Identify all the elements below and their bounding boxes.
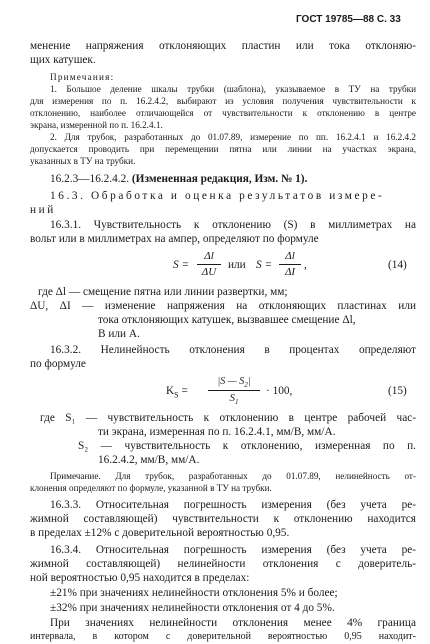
note-line: экрана, измеренной по п. 16.2.4.1. bbox=[30, 120, 163, 130]
fraction-bar bbox=[197, 264, 221, 265]
text-line: ной вероятностью 0,95 находится в пределах: bbox=[30, 572, 250, 584]
text-line: 16.3.4. Относительная погрешность измерения (без учета ре- bbox=[50, 544, 416, 556]
text-line: 16.2.4.2, мм/В, мм/А. bbox=[98, 454, 200, 466]
note-line: для измерения по п. 16.2.4.2, выбирают из условия получения чувствительности к bbox=[30, 96, 416, 106]
edit-range: 16.2.3—16.2.4.2. bbox=[50, 173, 130, 185]
note-line: указанных в ТУ на трубки. bbox=[30, 156, 136, 166]
fraction-numerator: Δl bbox=[204, 250, 214, 262]
formula-lhs2: S = bbox=[256, 259, 273, 271]
fraction-bar bbox=[279, 264, 301, 265]
text-line: тока отклоняющих катушек, вызвавшее смещение Δl, bbox=[98, 314, 356, 326]
text-line: 16.3.3. Относительная погрешность измерения (без учета ре- bbox=[50, 499, 416, 511]
edit-note bbox=[50, 174, 307, 185]
fraction-denominator: $S_1$ bbox=[229, 392, 239, 407]
formula-lhs: $K_S$ = bbox=[166, 385, 188, 400]
text-line: в пределах ±12% с доверительной вероятностью 0,95. bbox=[30, 527, 290, 539]
text-line: При значениях нелинейности отклонения менее 4% граница bbox=[50, 617, 416, 629]
text-line: S₂ — чувствительность к отклонению, измеренная по п. bbox=[78, 440, 416, 452]
notes-heading: Примечания: bbox=[50, 72, 115, 82]
note-line: Примечание. Для трубок, разработанных до 01.07.89, нелинейность от- bbox=[50, 471, 416, 481]
note-line: 1. Большое деление шкалы трубки (шаблона), указываемое в ТУ на трубки bbox=[50, 84, 416, 94]
text-line: интервала, в котором с доверительной вероятностью 0,95 находит- bbox=[30, 631, 416, 642]
note-line: клонения определяют по формуле, указанной в ТУ на трубки. bbox=[30, 483, 272, 493]
section-heading: 16.3. Обработка и оценка результатов измере- bbox=[50, 190, 385, 202]
fraction-denominator: ΔI bbox=[284, 266, 296, 278]
text-line: щих катушек. bbox=[30, 54, 96, 66]
note-line: допускается проводить при перемещении пятна или линии на участках экрана, bbox=[30, 144, 416, 154]
note-line: 2. Для трубок, разработанных до 01.07.89, измерение по пп. 16.2.4.1 и 16.2.4.2 bbox=[50, 132, 416, 142]
text-line: где Δl — смещение пятна или линии развертки, мм; bbox=[38, 286, 288, 298]
fraction-numerator: Δl bbox=[285, 250, 295, 262]
text-line: ±32% при значениях нелинейности отклонения от 4 до 5%. bbox=[50, 602, 335, 614]
text-line: ±21% при значениях нелинейности отклонения 5% и более; bbox=[50, 587, 338, 599]
fraction-denominator: ΔU bbox=[201, 266, 217, 278]
text-line: жимной составляющей) чувствительности к отклонению находится bbox=[30, 513, 416, 525]
text-line: по формуле bbox=[30, 358, 86, 370]
page-header: ГОСТ 19785—88 С. 33 bbox=[296, 14, 401, 25]
text-line: жимной составляющей) нелинейности отклонения с доверитель- bbox=[30, 558, 416, 570]
fraction-numerator: |S — $S_2|$ bbox=[217, 376, 251, 389]
fraction-bar bbox=[208, 390, 260, 391]
formula-or: или bbox=[228, 259, 246, 271]
formula-tail: · 100, bbox=[266, 385, 293, 397]
text-line: 16.3.1. Чувствительность к отклонению (S) в миллиметрах на bbox=[50, 219, 416, 231]
edit-amendment: (Измененная редакция, Изм. № 1). bbox=[131, 173, 308, 185]
text-line: вольт или в миллиметрах на ампер, определяют по формуле bbox=[30, 233, 319, 245]
text-line: В или А. bbox=[98, 328, 140, 340]
note-line: отклонению, наиболее отличающейся от чувствительности к отклонению в центре bbox=[30, 108, 416, 118]
formula-number: (15) bbox=[388, 385, 407, 397]
text-line: где S₁ — чувствительность к отклонению в центре рабочей час- bbox=[40, 412, 416, 424]
section-heading-cont: ний bbox=[30, 204, 56, 216]
text-line: ти экрана, измеренная по п. 16.2.4.1, мм/В, мм/А. bbox=[98, 426, 336, 438]
text-line: менение напряжения отклоняющих пластин или тока отклоняю- bbox=[30, 40, 416, 52]
formula-number: (14) bbox=[388, 259, 407, 271]
formula-lhs: S = bbox=[173, 259, 190, 271]
formula-comma: , bbox=[304, 259, 307, 271]
text-line: 16.3.2. Нелинейность отклонения в процентах определяют bbox=[50, 344, 416, 356]
text-line: ΔU, ΔI — изменение напряжения на отклоняющих пластинах или bbox=[30, 300, 416, 312]
